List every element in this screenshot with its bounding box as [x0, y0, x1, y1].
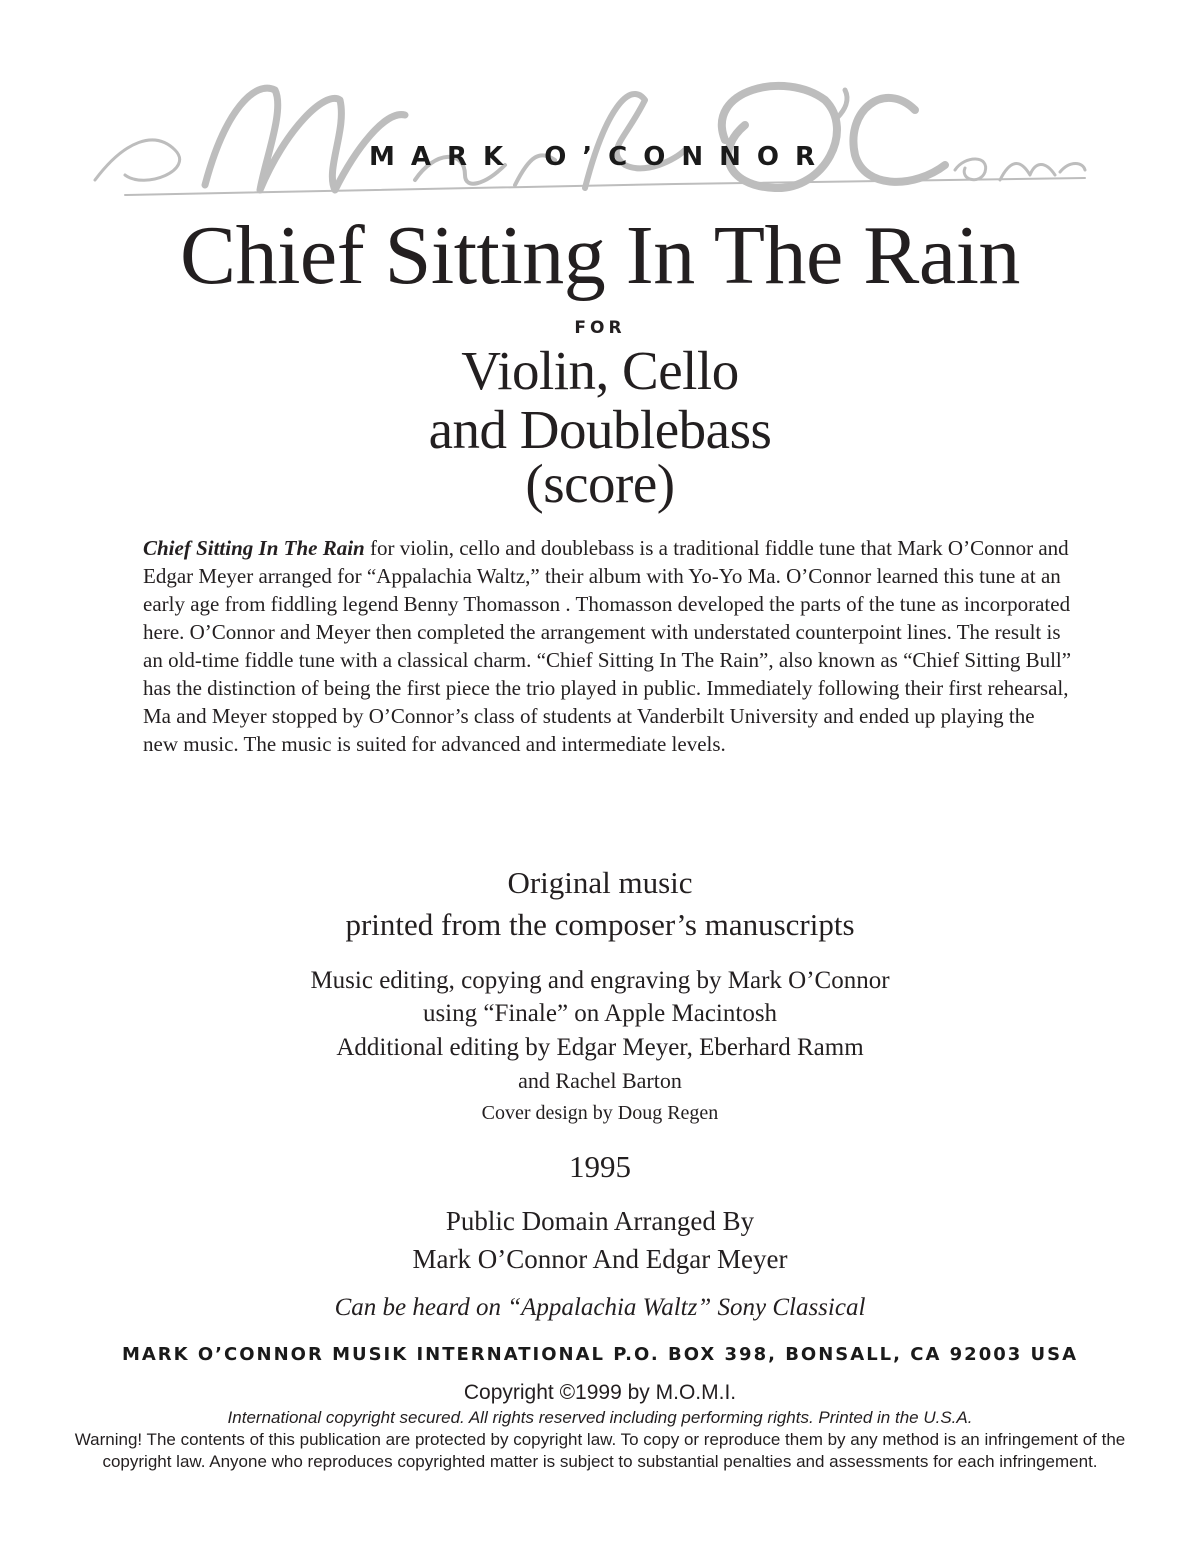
manuscripts-line: printed from the composer’s manuscripts [345, 907, 855, 942]
for-label: FOR [574, 318, 626, 338]
publisher-address: MARK O’CONNOR MUSIK INTERNATIONAL P.O. BOX 398, BONSALL, CA 92003 USA [121, 1344, 1079, 1365]
instrumentation-line-3: (score) [525, 453, 675, 514]
cover-design-credit: Cover design by Doug Regen [481, 1102, 719, 1124]
description-text: for violin, cello and doublebass is a traditional fiddle tune that Mark O’Connor and Edgar Meyer arranged for “Appalachia Waltz,” their album with Yo-Yo Ma. O’Connor learned this tune at an early age from fiddling legend Benny Thomasson . Thomasson developed the parts of the tune as incorporated here. O’Connor and Meyer then completed the arrangement with understated counterpoint lines. The result is an old-time fiddle tune with a classical charm. “Chief Sitting In The Rain”, also known as “Chief Sitting Bull” has the distinction of being the first piece the trio played in public. Immediately following their first rehearsal, Ma and Meyer stopped by O’Connor’s class of students at Vanderbilt University and ended up playing the new music. The music is suited for advanced and intermediate levels. [143, 536, 1072, 756]
instrumentation-line-1: Violin, Cello [461, 340, 739, 401]
copyright-line: Copyright ©1999 by M.O.M.I. [463, 1381, 737, 1404]
editing-credit-4: and Rachel Barton [518, 1068, 682, 1093]
editing-credit-2: using “Finale” on Apple Macintosh [422, 1000, 778, 1027]
heard-on-line: Can be heard on “Appalachia Waltz” Sony Classical [334, 1294, 866, 1321]
year: 1995 [569, 1149, 631, 1184]
piece-title: Chief Sitting In The Rain [180, 209, 1020, 302]
arranged-by-line: Public Domain Arranged By [445, 1206, 755, 1236]
arrangers-line: Mark O’Connor And Edgar Meyer [412, 1244, 788, 1274]
original-music-line: Original music [507, 865, 693, 900]
description-lead-title: Chief Sitting In The Rain [143, 536, 365, 560]
editing-credit-1: Music editing, copying and engraving by Mark O’Connor [310, 967, 890, 994]
editing-credit-3: Additional editing by Edgar Meyer, Eberhard Ramm [336, 1034, 864, 1061]
description-paragraph [143, 534, 1073, 758]
copyright-warning: Warning! The contents of this publication are protected by copyright law. To copy or reproduce them by any method is an infringement of the copyright law. Anyone who reproduces copyrighted matter is subject to substantial penalties and assessments for each infringement. [74, 1430, 1126, 1471]
signature-watermark [85, 70, 1095, 210]
instrumentation-line-2: and Doublebass [428, 399, 772, 460]
composer-name: MARK O’CONNOR [368, 142, 832, 172]
rights-statement: International copyright secured. All rights reserved including performing rights. Printed in the U.S.A. [227, 1408, 973, 1427]
